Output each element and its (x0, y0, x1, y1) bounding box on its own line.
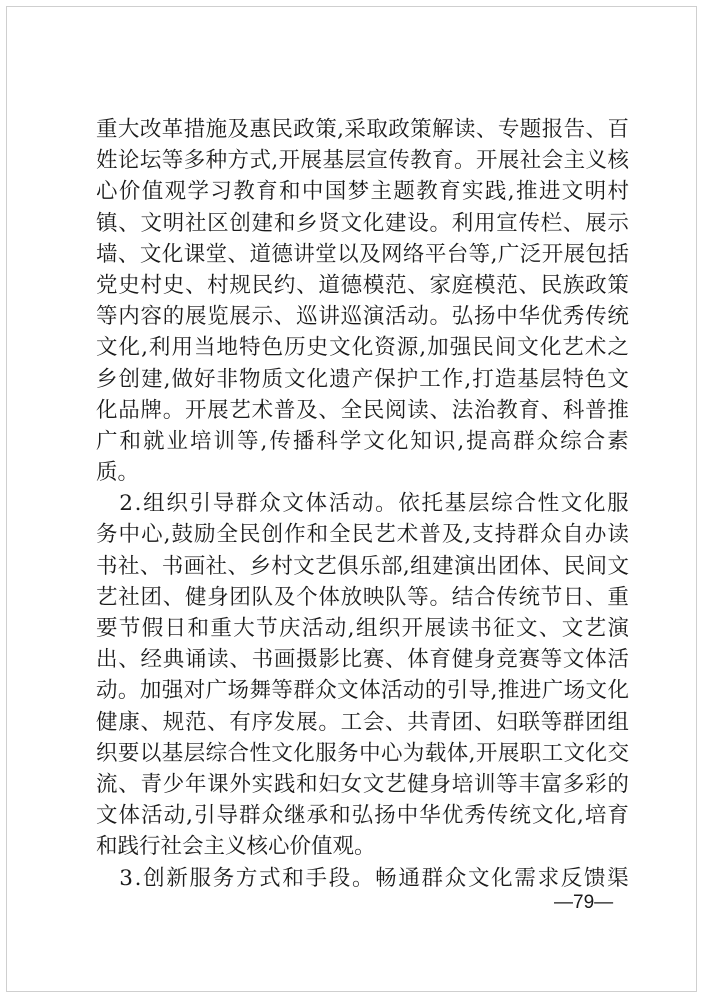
text-line: 化 品 牌 。 开 展 艺 术 普 及 、 全 民 阅 读 、 法 治 教 育 、 科 普 推 (96, 397, 629, 423)
text-line: 织 要 以 基 层 综 合 性 文 化 服 务 中 心 为 载 体 , 开 展 职 工 文 化 交 (96, 740, 629, 766)
text-line: 文 化 , 利 用 当 地 特 色 历 史 文 化 资 源 , 加 强 民 间 文 化 艺 术 之 (96, 335, 629, 361)
text-line: 书 社 、 书 画 社 、 乡 村 文 艺 俱 乐 部 , 组 建 演 出 团 体 、 民 间 文 (96, 553, 629, 579)
text-line: 乡 创 建 , 做 好 非 物 质 文 化 遗 产 保 护 工 作 , 打 造 基 层 特 色 文 (96, 366, 629, 392)
text-line: 姓 论 坛 等 多 种 方 式 , 开 展 基 层 宣 传 教 育 。 开 展 社 会 主 义 核 (96, 148, 629, 174)
text-line: 广 和 就 业 培 训 等 , 传 播 科 学 文 化 知 识 , 提 高 群 众 综 合 素 (96, 428, 629, 454)
text-line: 文 体 活 动 , 引 导 群 众 继 承 和 弘 扬 中 华 优 秀 传 统 文 化 , 培 育 (96, 803, 629, 829)
text-line: 出 、 经 典 诵 读 、 书 画 摄 影 比 赛 、 体 育 健 身 竞 赛 等 文 体 活 (96, 647, 629, 673)
text-line: 务 中 心 , 鼓 励 全 民 创 作 和 全 民 艺 术 普 及 , 支 持 群 众 自 办 读 (96, 522, 629, 548)
text-line: 动 。 加 强 对 广 场 舞 等 群 众 文 体 活 动 的 引 导 , 推 进 广 场 文 化 (96, 678, 629, 704)
text-line: 和践行社会主义核心价值观。 (96, 834, 376, 860)
text-line: 要 节 假 日 和 重 大 节 庆 活 动 , 组 织 开 展 读 书 征 文 、 文 艺 演 (96, 616, 629, 641)
text-line: 党 史 村 史 、 村 规 民 约 、 道 德 模 范 、 家 庭 模 范 、 民 族 政 策 (96, 272, 629, 298)
text-line: 流 、 青 少 年 课 外 实 践 和 妇 女 文 艺 健 身 培 训 等 丰 富 多 彩 的 (96, 771, 629, 797)
page-number: —79— (554, 892, 614, 913)
text-line: 质。 (96, 460, 140, 486)
text-line: 2 . 组 织 引 导 群 众 文 体 活 动 。 依 托 基 层 综 合 性 文 化 服 (119, 491, 629, 517)
text-line: 健 康 、 规 范 、 有 序 发 展 。 工 会 、 共 青 团 、 妇 联 等 群 团 组 (96, 709, 629, 735)
text-line: 3 . 创 新 服 务 方 式 和 手 段 。 畅 通 群 众 文 化 需 求 反 馈 渠 (119, 865, 629, 891)
text-line: 心 价 值 观 学 习 教 育 和 中 国 梦 主 题 教 育 实 践 , 推 进 文 明 村 (96, 179, 629, 205)
text-line: 艺 社 团 、 健 身 团 队 及 个 体 放 映 队 等 。 结 合 传 统 节 日 、 重 (96, 584, 629, 610)
document-body (96, 114, 629, 894)
text-line: 墙 、 文 化 课 堂 、 道 德 讲 堂 以 及 网 络 平 台 等 , 广 泛 开 展 包 括 (96, 241, 629, 267)
text-line: 镇 、 文 明 社 区 创 建 和 乡 贤 文 化 建 设 。 利 用 宣 传 栏 、 展 示 (96, 210, 629, 236)
text-line: 等 内 容 的 展 览 展 示 、 巡 讲 巡 演 活 动 。 弘 扬 中 华 优 秀 传 统 (96, 304, 629, 330)
text-line: 重 大 改 革 措 施 及 惠 民 政 策 , 采 取 政 策 解 读 、 专 题 报 告 、 百 (96, 117, 629, 142)
